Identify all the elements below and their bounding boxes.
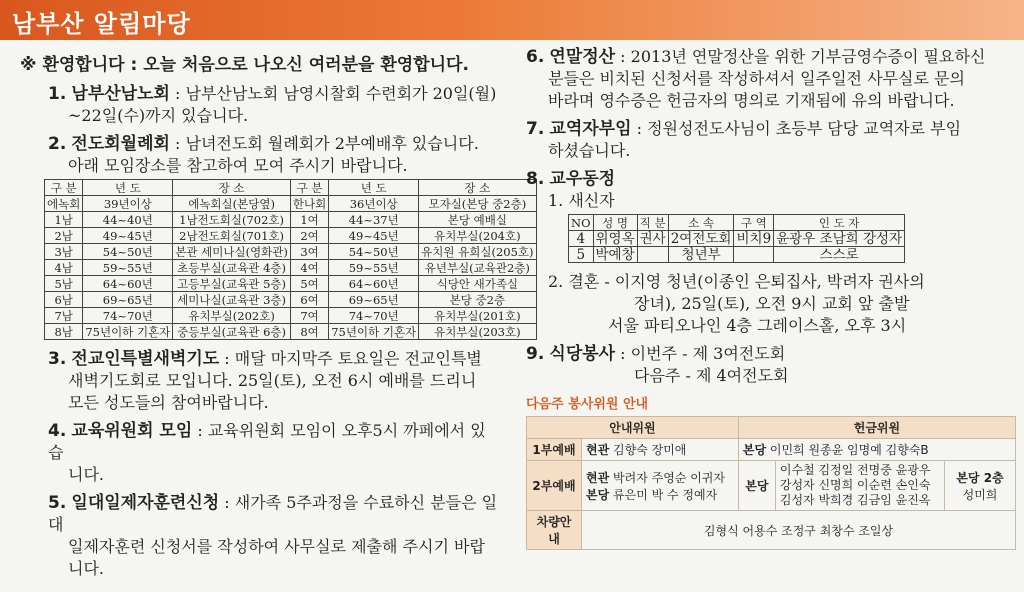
table-cell: 5	[569, 247, 594, 263]
table-cell: 44~40년	[83, 212, 173, 228]
table-cell: 한나회	[290, 196, 328, 212]
table-cell: 5여	[290, 276, 328, 292]
table-cell: 7여	[290, 308, 328, 324]
table-header: 장 소	[419, 180, 536, 196]
offering-names: 성미희	[962, 487, 998, 502]
table-row	[45, 228, 537, 244]
right-column	[526, 46, 1016, 550]
table-cell	[637, 247, 668, 263]
table-cell: 49~45년	[83, 228, 173, 244]
table-cell: 권사	[637, 231, 668, 247]
item-heading: 식당봉사	[549, 344, 616, 364]
table-header: 성 명	[593, 215, 637, 231]
service-row-label: 차량안내	[527, 511, 582, 550]
table-cell: 식당안 새가족실	[419, 276, 536, 292]
table-cell: 39년이상	[83, 196, 173, 212]
offering-names: 이민희 원종윤 임명예 김향숙B	[769, 443, 929, 457]
service-table	[526, 416, 1016, 550]
table-header-row	[45, 180, 537, 196]
table-cell: 75년이하 기혼자	[329, 324, 419, 340]
wedding-text: 2. 결혼 - 이지영 청년(이종인 은퇴집사, 박려자 권사의	[548, 272, 925, 291]
item-text-cont: ~22일(수)까지 있습니다.	[68, 106, 249, 125]
table-cell: 64~60년	[83, 276, 173, 292]
notice-item-1	[20, 83, 500, 127]
table-cell: 64~60년	[329, 276, 419, 292]
table-row	[569, 247, 905, 263]
item-number: 5.	[48, 493, 67, 513]
table-cell: 중등부실(교육관 6층)	[173, 324, 291, 340]
place-label: 본당	[745, 479, 769, 493]
item-text-cont: 바라며 영수증은 헌금자의 명의로 기재됨에 유의 바랍니다.	[548, 91, 955, 110]
table-header: 구 역	[734, 215, 774, 231]
notice-item-7	[526, 118, 1016, 162]
table-row	[45, 196, 537, 212]
item-number: 8.	[526, 169, 545, 189]
item-text-cont: 아래 모임장소를 참고하여 모여 주시기 바랍니다.	[68, 156, 408, 175]
ushers-names: 류은미 박 수 정예자	[613, 487, 718, 502]
item-heading: 교우동정	[549, 169, 616, 189]
table-header: 년 도	[329, 180, 419, 196]
table-cell: 3여	[290, 244, 328, 260]
offering-cell	[738, 439, 1015, 461]
table-header: 구 분	[45, 180, 83, 196]
table-row	[45, 244, 537, 260]
table-cell: 8여	[290, 324, 328, 340]
table-cell: 5남	[45, 276, 83, 292]
place-label: 본당 2층	[956, 470, 1004, 485]
table-row	[45, 292, 537, 308]
table-cell: 비치9	[734, 231, 774, 247]
place-label: 현관	[586, 443, 610, 457]
table-cell: 위영옥	[593, 231, 637, 247]
item-text: : 2013년 연말정산을 위한 기부금영수증이 필요하신	[615, 47, 986, 66]
page-title: 남부산 알림마당	[12, 10, 191, 38]
table-cell	[734, 247, 774, 263]
table-cell: 본당 중2층	[419, 292, 536, 308]
notice-item-3	[20, 348, 500, 414]
table-row	[45, 212, 537, 228]
table-row	[45, 276, 537, 292]
item-text: : 남녀전도회 월례회가 2부예배후 있습니다.	[169, 134, 479, 153]
service-section-title: 다음주 봉사위원 안내	[526, 397, 649, 412]
table-cell: 에녹회	[45, 196, 83, 212]
ushers-names: 박려자 주영순 이귀자	[613, 470, 725, 485]
item-heading: 교역자부임	[549, 119, 632, 139]
table-cell: 스스로	[774, 247, 905, 263]
table-cell: 69~65년	[329, 292, 419, 308]
place-label: 본당	[586, 487, 610, 502]
wedding-text-cont: 장녀), 25일(토), 오전 9시 교회 앞 출발	[634, 294, 910, 313]
item-text: : 남부산남노회 남영시찰회 수련회가 20일(월)	[169, 84, 497, 103]
table-cell: 2여전도회	[668, 231, 734, 247]
table-row	[569, 231, 905, 247]
item-text-cont: 일제자훈련 신청서를 작성하여 사무실로 제출해 주시기 바랍	[68, 537, 485, 556]
item-text-cont: 분들은 비치된 신청서를 작성하셔서 일주일전 사무실로 문의	[548, 69, 965, 88]
table-cell: 모자실(본당 중2층)	[419, 196, 536, 212]
table-cell: 유치부실(203호)	[419, 324, 536, 340]
table-row	[45, 308, 537, 324]
table-cell: 6여	[290, 292, 328, 308]
offering-names: 김성자 박희경 김금임 윤진옥	[779, 493, 931, 507]
table-cell: 4	[569, 231, 594, 247]
newcomer-table	[568, 214, 905, 263]
table-cell: 4여	[290, 260, 328, 276]
table-cell: 1남	[45, 212, 83, 228]
table-cell: 54~50년	[329, 244, 419, 260]
item-heading: 남부산남노회	[71, 84, 170, 104]
notice-item-6	[526, 46, 1016, 112]
table-cell: 1여	[290, 212, 328, 228]
wedding-text-cont: 서울 파티오나인 4층 그레이스홀, 오후 3시	[608, 316, 907, 335]
item-number: 3.	[48, 349, 67, 369]
item-text: : 새가족 5주과정을 수료하신 분들은 일대	[48, 493, 498, 534]
table-cell: 8남	[45, 324, 83, 340]
item-number: 4.	[48, 421, 67, 441]
table-cell: 유치부실(201호)	[419, 308, 536, 324]
item-number: 1.	[48, 84, 67, 104]
offering-header: 헌금위원	[738, 417, 1015, 439]
item-heading: 전도회월례회	[71, 134, 170, 154]
table-cell: 본당 예배실	[419, 212, 536, 228]
offering-names: 이수철 김정일 전명중 윤광우	[779, 463, 931, 477]
welcome-message: ※ 환영합니다 : 오늘 처음으로 나오신 여러분을 환영합니다.	[20, 55, 469, 75]
wedding-notice	[526, 271, 1016, 337]
table-header: NO	[569, 215, 594, 231]
item-text: : 매달 마지막주 토요일은 전교인특별	[219, 349, 482, 368]
table-cell: 에녹회실(본당옆)	[173, 196, 291, 212]
ushers-cell	[582, 461, 739, 511]
table-header: 장 소	[173, 180, 291, 196]
table-cell: 3남	[45, 244, 83, 260]
item-text: : 교육위원회 모임이 오후5시 까페에서 있습	[48, 421, 486, 462]
item-heading: 전교인특별새벽기도	[71, 349, 220, 369]
table-row	[45, 324, 537, 340]
table-cell: 본관 세미나실(영화관)	[173, 244, 291, 260]
table-cell: 75년이하 기혼자	[83, 324, 173, 340]
table-header-row	[569, 215, 905, 231]
table-header: 구 분	[290, 180, 328, 196]
extra-offering-cell	[945, 461, 1016, 511]
item-heading: 일대일제자훈련신청	[71, 493, 220, 513]
item-text-cont: 하셨습니다.	[548, 141, 631, 160]
table-cell: 7남	[45, 308, 83, 324]
notice-item-2	[20, 133, 500, 177]
header-banner	[0, 0, 1024, 40]
item-number: 9.	[526, 344, 545, 364]
item-text-cont: 다음주 - 제 4여전도회	[634, 366, 789, 385]
table-cell: 박예창	[593, 247, 637, 263]
notice-item-9	[526, 343, 1016, 387]
table-cell: 74~70년	[83, 308, 173, 324]
meeting-place-table	[44, 179, 537, 340]
table-cell: 6남	[45, 292, 83, 308]
table-cell: 세미나실(교육관 3층)	[173, 292, 291, 308]
table-cell: 69~65년	[83, 292, 173, 308]
item-text-cont: 니다.	[68, 465, 104, 484]
table-cell: 74~70년	[329, 308, 419, 324]
table-cell: 2여	[290, 228, 328, 244]
place-label: 현관	[586, 470, 610, 485]
table-cell: 유치부실(204호)	[419, 228, 536, 244]
table-cell: 윤광우 조남희 강성자	[774, 231, 905, 247]
item-number: 6.	[526, 47, 545, 67]
item-number: 2.	[48, 134, 67, 154]
driver-names: 김형식 어용수 조정구 최창수 조일상	[582, 511, 1016, 550]
table-cell: 4남	[45, 260, 83, 276]
left-column	[20, 50, 534, 586]
table-cell: 유치원 유희실(205호)	[419, 244, 536, 260]
table-header: 직 분	[637, 215, 668, 231]
item-heading: 연말정산	[549, 47, 616, 67]
item-heading: 교육위원회 모임	[71, 421, 193, 441]
table-cell: 59~55년	[83, 260, 173, 276]
service-row-label: 1부예배	[527, 439, 582, 461]
table-cell: 고등부실(교육관 5층)	[173, 276, 291, 292]
item-text-cont: 모든 성도들의 참여바랍니다.	[68, 393, 269, 412]
table-cell: 유치부실(202호)	[173, 308, 291, 324]
table-cell: 44~37년	[329, 212, 419, 228]
table-row	[45, 260, 537, 276]
table-header: 년 도	[83, 180, 173, 196]
ushers-names: 김향숙 장미애	[613, 443, 687, 457]
item-text: : 이번주 - 제 3여전도회	[615, 344, 786, 363]
item-number: 7.	[526, 119, 545, 139]
service-row-label: 2부예배	[527, 461, 582, 511]
table-cell: 2남	[45, 228, 83, 244]
notice-item-5	[20, 492, 500, 580]
offering-names: 강성자 신명희 이순련 손인숙	[779, 478, 931, 492]
table-header: 인 도 자	[774, 215, 905, 231]
notice-item-8	[526, 168, 1016, 212]
table-header: 소 속	[668, 215, 734, 231]
ushers-cell	[582, 439, 739, 461]
table-cell: 59~55년	[329, 260, 419, 276]
offering-cell	[775, 461, 944, 511]
notice-item-4	[20, 420, 500, 486]
table-cell: 2남전도회실(701호)	[173, 228, 291, 244]
table-cell: 청년부	[668, 247, 734, 263]
item-text: : 정원성전도사님이 초등부 담당 교역자로 부임	[631, 119, 962, 138]
ushers-header: 안내위원	[527, 417, 739, 439]
table-cell: 유년부실(교육관2층)	[419, 260, 536, 276]
place-label: 본당	[742, 443, 767, 457]
table-cell: 초등부실(교육관 4층)	[173, 260, 291, 276]
item-text-cont: 새벽기도회로 모입니다. 25일(토), 오전 6시 예배를 드리니	[68, 371, 477, 390]
table-cell: 49~45년	[329, 228, 419, 244]
place-cell	[738, 461, 775, 511]
table-cell: 36년이상	[329, 196, 419, 212]
table-cell: 54~50년	[83, 244, 173, 260]
item-text-cont: 니다.	[68, 559, 104, 578]
subsection-newcomers: 1. 새신자	[548, 191, 615, 210]
table-cell: 1남전도회실(702호)	[173, 212, 291, 228]
